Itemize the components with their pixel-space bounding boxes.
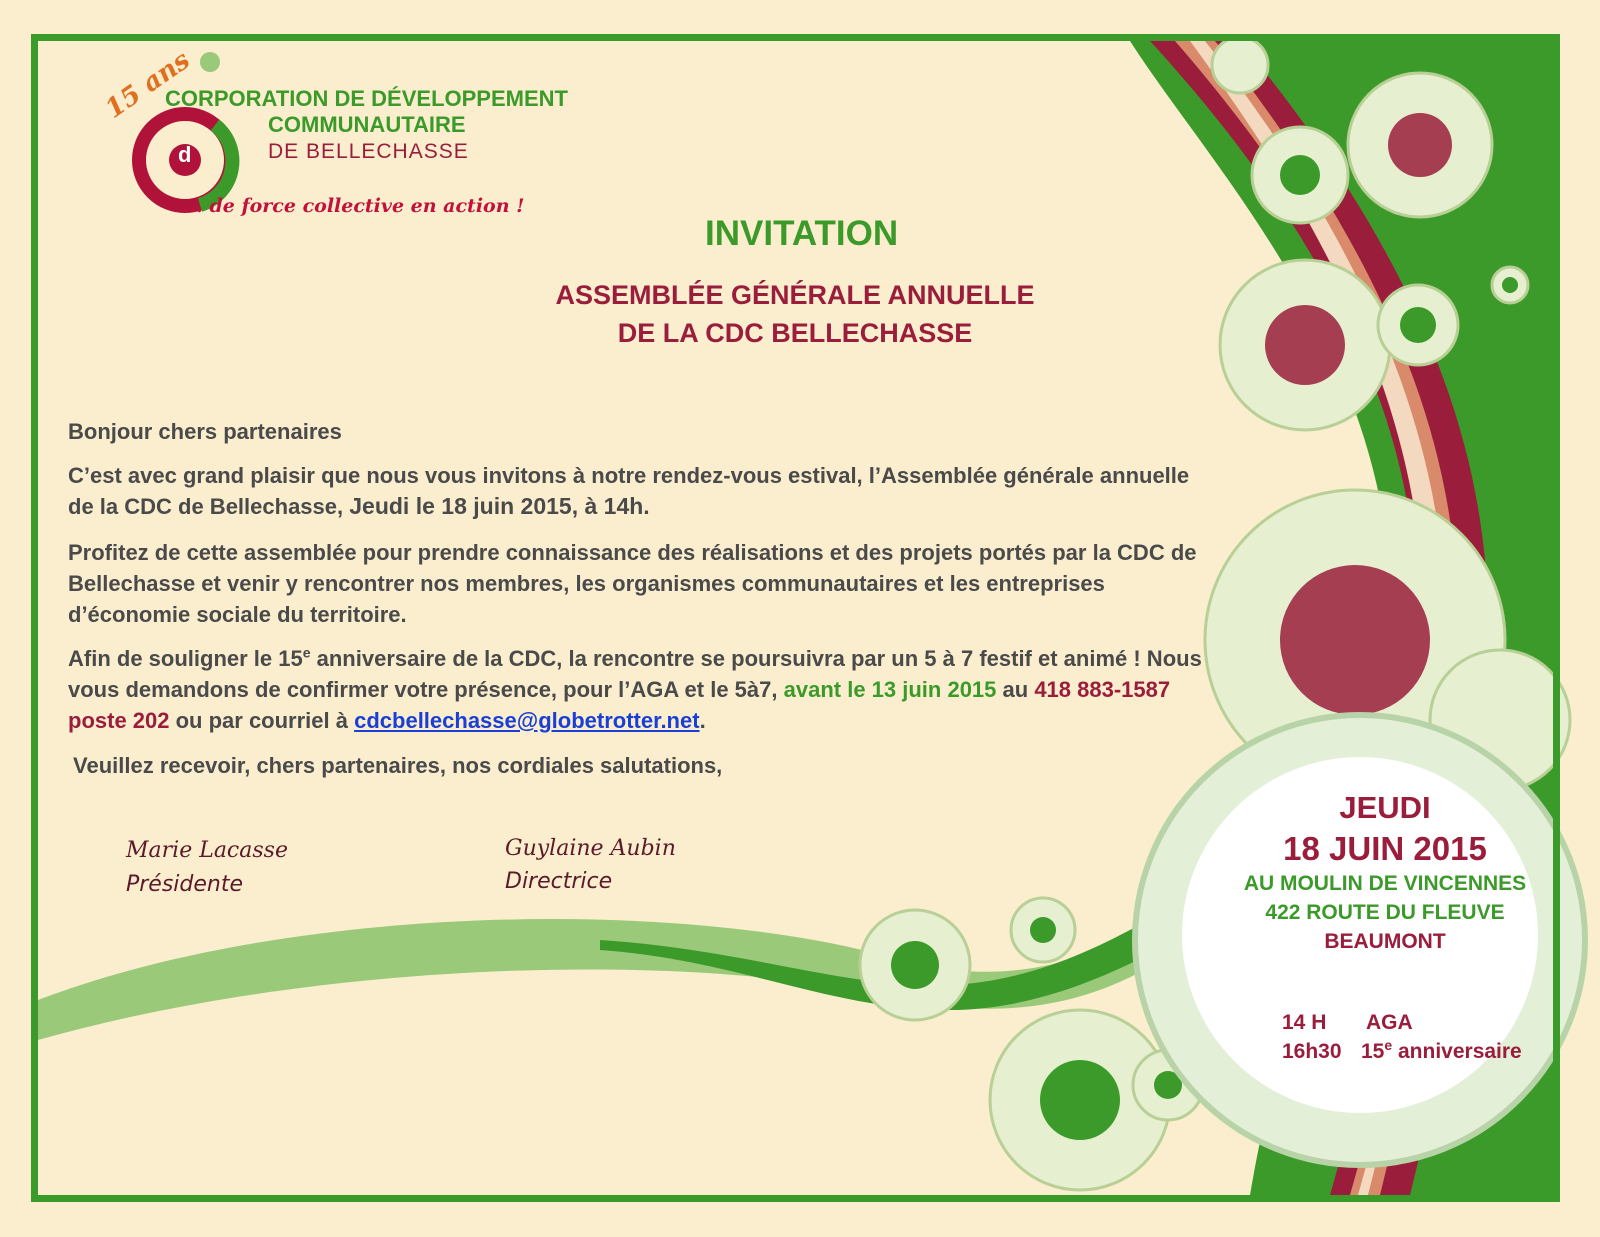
badge-venue-1: AU MOULIN DE VINCENNES — [1243, 872, 1527, 895]
signature-name-2: Guylaine Aubin — [505, 836, 676, 861]
signature-role-2: Directrice — [505, 869, 613, 894]
phone-number: 418 883-1587 poste 202 — [68, 677, 1171, 733]
logo-line-1: CORPORATION DE DÉVELOPPEMENT — [165, 86, 568, 111]
paragraph-1 — [68, 460, 1208, 522]
subtitle-line-1: ASSEMBLÉE GÉNÉRALE ANNUELLE — [555, 280, 1035, 310]
paragraph-3-sup: e — [302, 644, 311, 661]
schedule-time-1: 14 H — [1282, 1011, 1327, 1034]
greeting: Bonjour chers partenaires — [68, 419, 342, 444]
paragraph-3 — [68, 643, 1208, 736]
schedule-event-2-sup: e — [1384, 1037, 1393, 1053]
signature-name-1: Marie Lacasse — [126, 838, 288, 863]
schedule-event-2-suffix: anniversaire — [1392, 1040, 1522, 1063]
badge-date: 18 JUIN 2015 — [1283, 830, 1487, 867]
paragraph-1-date: Jeudi le 18 juin 2015, à 14h. — [349, 493, 650, 519]
schedule-time-2: 16h30 — [1282, 1040, 1342, 1063]
badge-venue-2: 422 ROUTE DU FLEUVE — [1265, 901, 1505, 924]
schedule-event-2 — [1361, 1037, 1522, 1064]
logo-tagline: ... de force collective en action ! — [183, 195, 525, 217]
signature-role-1: Présidente — [126, 872, 244, 897]
logo-line-2: COMMUNAUTAIRE — [268, 112, 466, 137]
badge-day: JEUDI — [1339, 790, 1431, 825]
logo-line-3: DE BELLECHASSE — [268, 140, 469, 163]
logo-years: 15 ans — [100, 45, 196, 125]
paragraph-1-text: C’est avec grand plaisir que nous vous invitons à notre rendez-vous estival, l’Assemblée générale annuelle de la CDC de Bellechasse, — [68, 463, 1190, 519]
paragraph-2: Profitez de cette assemblée pour prendre connaissance des réalisations et des projets portés par la CDC de Bellechasse et venir y rencontrer nos membres, les organismes communautaires et les entreprises d’économie sociale du territoire. — [68, 540, 1197, 627]
email-link[interactable]: cdcbellechasse@globetrotter.net — [354, 708, 700, 733]
subtitle-line-2: DE LA CDC BELLECHASSE — [617, 318, 973, 348]
logo-monogram: d — [178, 142, 192, 167]
schedule-event-1: AGA — [1366, 1011, 1413, 1034]
closing: Veuillez recevoir, chers partenaires, nos cordiales salutations, — [73, 753, 723, 778]
paragraph-3-e: . — [699, 708, 706, 733]
rsvp-deadline: avant le 13 juin 2015 — [783, 677, 997, 702]
paragraph-3-a: Afin de souligner le 15 — [68, 646, 303, 671]
schedule-event-2-num: 15 — [1361, 1040, 1385, 1063]
paragraph-3-c: au — [996, 677, 1035, 702]
paragraph-3-b: anniversaire de la CDC, la rencontre se poursuivra par un 5 à 7 festif et animé ! Nous vous demandons de confirmer votre présence, pour l’AGA et le 5à7, — [68, 646, 1202, 702]
badge-venue-3: BEAUMONT — [1324, 930, 1446, 953]
page-title: INVITATION — [705, 214, 899, 253]
paragraph-3-d: ou par courriel à — [169, 708, 355, 733]
